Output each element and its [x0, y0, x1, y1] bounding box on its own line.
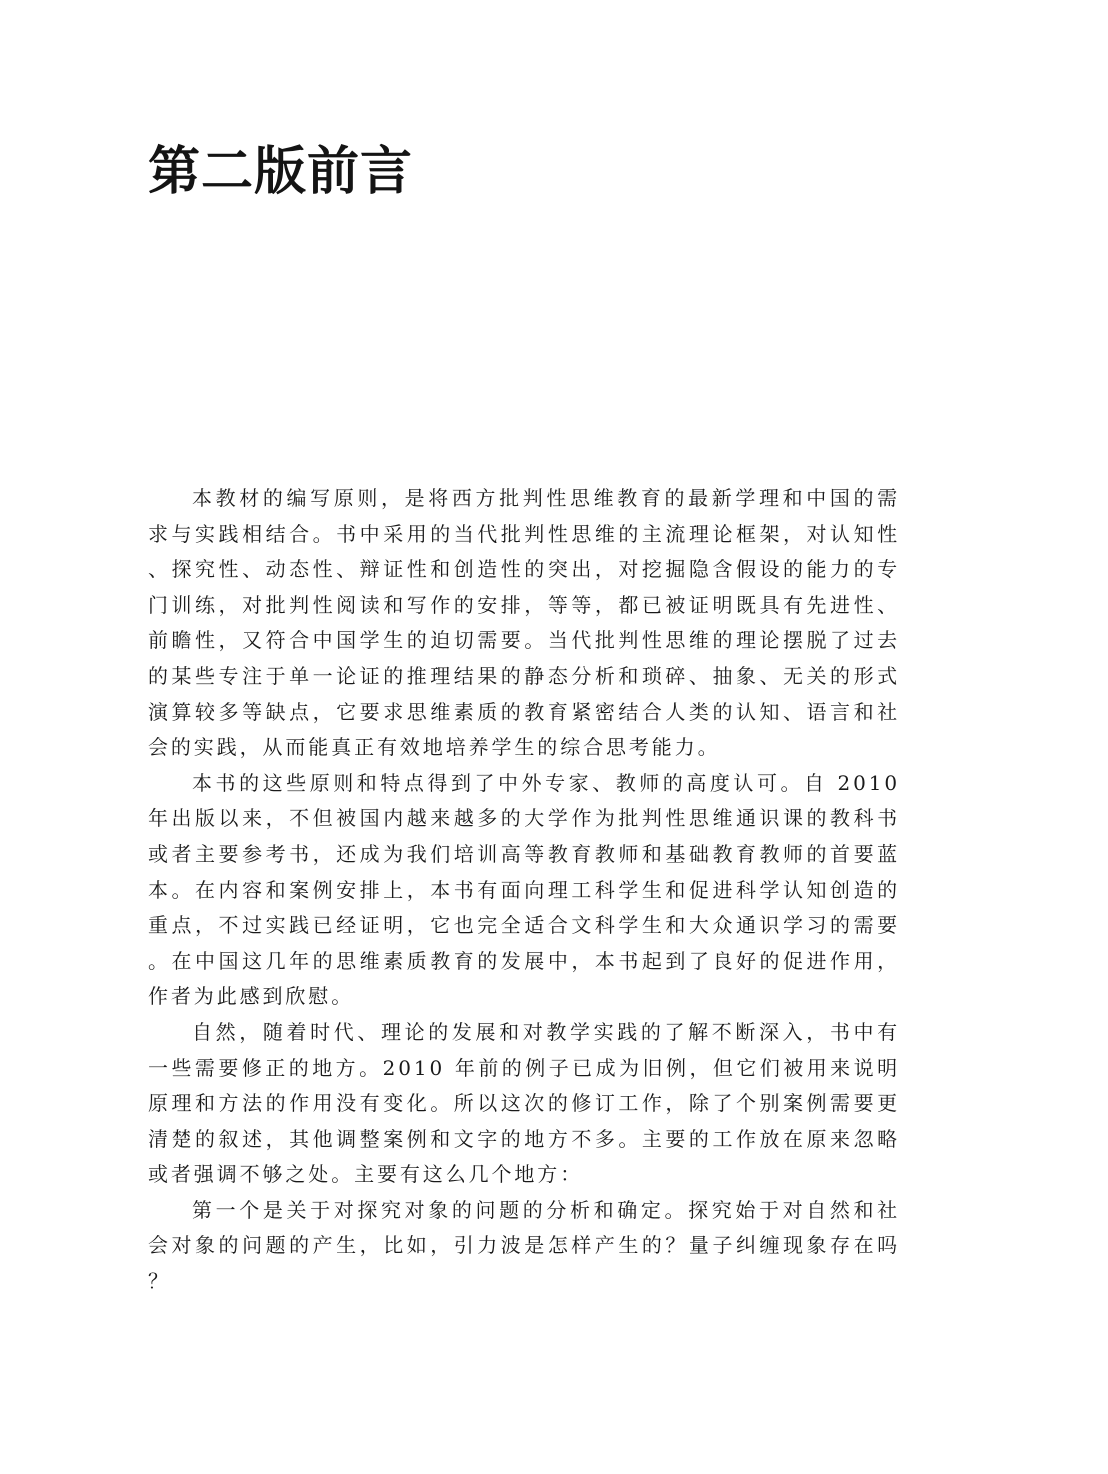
- paragraph-2: 本书的这些原则和特点得到了中外专家、教师的高度认可。自 2010 年出版以来，不但被国内越来越多的大学作为批判性思维通识课的教科书或者主要参考书，还成为我们培训高等教育教师和基础教育教师的首要蓝本。在内容和案例安排上，本书有面向理工科学生和促进科学认知创造的重点，不过实践已经证明，它也完全适合文科学生和大众通识学习的需要。在中国这几年的思维素质教育的发展中，本书起到了良好的促进作用，作者为此感到欣慰。: [148, 770, 900, 1009]
- paragraph-1: 本教材的编写原则，是将西方批判性思维教育的最新学理和中国的需求与实践相结合。书中采用的当代批判性思维的主流理论框架，对认知性、探究性、动态性、辩证性和创造性的突出，对挖掘隐含假设的能力的专门训练，对批判性阅读和写作的安排，等等，都已被证明既具有先进性、前瞻性，又符合中国学生的迫切需要。当代批判性思维的理论摆脱了过去的某些专注于单一论证的推理结果的静态分析和琐碎、抽象、无关的形式演算较多等缺点，它要求思维素质的教育紧密结合人类的认知、语言和社会的实践，从而能真正有效地培养学生的综合思考能力。: [148, 486, 900, 760]
- preface-body: [148, 481, 900, 1300]
- page-title: 第二版前言: [148, 141, 414, 202]
- paragraph-3: 自然，随着时代、理论的发展和对教学实践的了解不断深入，书中有一些需要修正的地方。2010 年前的例子已成为旧例，但它们被用来说明原理和方法的作用没有变化。所以这次的修订工作，除了个别案例需要更清楚的叙述，其他调整案例和文字的地方不多。主要的工作放在原来忽略或者强调不够之处。主要有这么几个地方：: [148, 1019, 900, 1187]
- paragraph-4: 第一个是关于对探究对象的问题的分析和确定。探究始于对自然和社会对象的问题的产生，比如，引力波是怎样产生的？量子纠缠现象存在吗？: [148, 1197, 900, 1294]
